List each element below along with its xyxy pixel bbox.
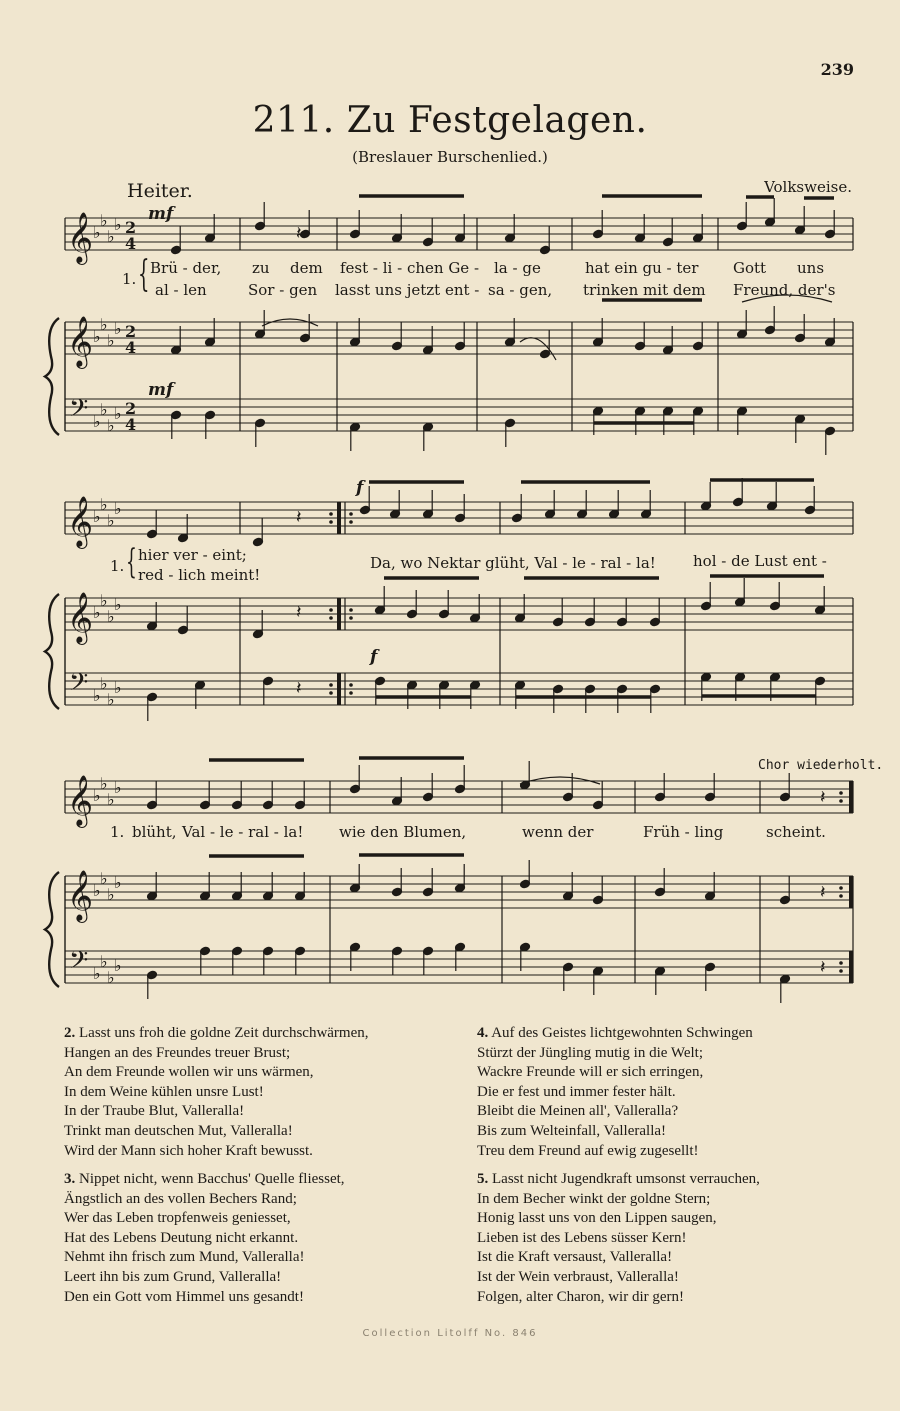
lyric-s2-chorus-2: hol - de Lust ent - [693,552,827,570]
flat-symbol: ♭ [114,595,122,614]
flat-symbol: ♭ [107,790,115,809]
verse-line: Lasst nicht Jugendkraft umsonst verrauchen, [492,1171,760,1187]
flat-symbol: ♭ [93,327,101,346]
verse-line: Bleibt die Meinen all', Valleralla? [477,1103,679,1120]
verse-line: Wackre Freunde will er sich erringen, [477,1064,704,1081]
repeat-dot [349,520,353,524]
repeat-dot [839,969,843,973]
lyric-s1-l2-6: Freund, der's [733,281,836,299]
flat-symbol: ♭ [107,885,115,904]
flat-symbol: ♭ [100,952,108,971]
flat-symbol: ♭ [114,873,122,892]
flat-symbol: ♭ [93,964,101,983]
verse-line: Stürzt der Jüngling mutig in die Welt; [477,1044,703,1061]
song-subtitle: (Breslauer Burschenlied.) [352,148,548,166]
verse-line: Den ein Gott vom Himmel uns gesandt! [64,1288,304,1305]
lyric-s1-l1-3: dem [290,259,323,277]
verse-number-label: 5. [477,1171,489,1187]
lyric-s3-4: wenn der [522,823,594,841]
repeat-dot [839,791,843,795]
quarter-rest-icon: 𝄽 [820,787,826,808]
dynamic-f-piano: f [370,647,378,667]
flat-symbol: ♭ [100,495,108,514]
flat-symbol: ♭ [93,507,101,526]
verse-4 [477,1024,753,1161]
lyric-s1-l1-8: uns [797,259,825,277]
verse-line: Hangen an des Freundes treuer Brust; [64,1044,291,1061]
verse-number-label: 3. [64,1171,76,1187]
verse-line: In dem Weine kühlen unsre Lust! [64,1083,264,1100]
repeat-dot [329,520,333,524]
dynamic-mf-voice: mf [148,204,174,224]
lyric-s1-l1-2: zu [252,259,270,277]
lyric-s1-l1-7: Gott [733,259,767,277]
flat-symbol: ♭ [114,956,122,975]
verse-line: Leert ihn bis zum Grund, Valleralla! [64,1268,282,1285]
flat-symbol: ♭ [100,774,108,793]
grand-staff-brace [45,594,59,709]
repeat-barline [337,502,341,534]
flat-symbol: ♭ [93,786,101,805]
lyric-s2-chorus: Da, wo Nektar glüht, Val - le - ral - la! [370,554,656,572]
bass-clef-icon: 𝄢 [69,394,89,429]
flat-symbol: ♭ [93,686,101,705]
lyric-s1-l2-4: sa - gen, [488,281,553,299]
flat-symbol: ♭ [100,315,108,334]
treble-clef-icon: 𝄞 [67,775,94,826]
flat-symbol: ♭ [100,591,108,610]
verse-line: Die er fest und immer fester hält. [477,1083,676,1100]
lyric-s3-3: wie den Blumen, [339,823,467,841]
grand-staff-brace [45,872,59,987]
lyric-s2-l1: hier ver - eint; [138,546,247,564]
lyric-s2-l2: red - lich meint! [138,566,261,584]
lyric-s1-l2-1: al - len [155,281,207,299]
flat-symbol: ♭ [107,331,115,350]
verse-number-label: 4. [477,1025,489,1041]
verse-line: In dem Becher winkt der goldne Stern; [477,1190,711,1207]
time-signature: 4 [125,338,137,357]
lyric-s3-1: blüht, [132,823,177,841]
repeat-dot [329,616,333,620]
flat-symbol: ♭ [114,319,122,338]
final-barline [849,781,853,813]
verse-number-2: 1. [110,557,125,575]
flat-symbol: ♭ [93,603,101,622]
repeat-barline [337,673,341,705]
verse-line: Ängstlich an des vollen Bechers Rand; [64,1190,297,1207]
verse-line: Auf des Geistes lichtgewohnten Schwingen [491,1025,753,1041]
verse-line: Wird der Mann sich hoher Kraft bewusst. [64,1142,313,1159]
lyric-s1-l1-5: la - ge [494,259,541,277]
verse-5 [477,1170,760,1307]
flat-symbol: ♭ [100,869,108,888]
treble-clef-icon: 𝄞 [67,496,94,547]
repeat-dot [329,691,333,695]
verse-line: Hat des Lebens Deutung nicht erkannt. [64,1229,299,1246]
verse-line: Trinkt man deutschen Mut, Valleralla! [64,1122,293,1139]
grand-staff-brace [45,318,59,435]
final-barline [849,876,853,908]
verse-number-3: 1. [110,823,125,841]
time-signature: 4 [125,415,137,434]
page-number: 239 [820,60,854,79]
treble-clef-icon: 𝄞 [67,316,94,367]
flat-symbol: ♭ [93,412,101,431]
verse-line: Nippet nicht, wenn Bacchus' Quelle fliesset, [79,1171,345,1187]
time-signature: 2 [125,218,137,237]
flat-symbol: ♭ [107,968,115,987]
flat-symbol: ♭ [100,211,108,230]
verse-2 [64,1024,369,1161]
flat-symbol: ♭ [114,404,122,423]
verse-line: Treu dem Freund auf ewig zugesellt! [477,1142,699,1159]
verse-line: Folgen, alter Charon, wir dir gern! [477,1288,685,1305]
flat-symbol: ♭ [114,215,122,234]
verse-line: Wer das Leben tropfenweis geniesset, [64,1210,291,1227]
dynamic-mf-piano: mf [148,380,174,400]
repeat-barline [337,598,341,630]
repeat-dot [839,961,843,965]
flat-symbol: ♭ [100,400,108,419]
verse-line: Ist der Wein verbraust, Valleralla! [477,1268,679,1285]
verse-line: Bis zum Welteinfall, Valleralla! [477,1122,667,1139]
lyric-s3-6: scheint. [766,823,826,841]
time-signature: 2 [125,399,137,418]
dynamic-f-voice: f [356,478,364,498]
tempo-marking: Heiter. [127,180,193,202]
flat-symbol: ♭ [93,881,101,900]
lyric-s1-l1-1: Brü - der, [150,259,222,277]
repeat-dot [349,512,353,516]
song-title: 211. Zu Festgelagen. [252,100,648,141]
lyric-s3-5: Früh - ling [643,823,724,841]
repeat-dot [839,886,843,890]
slur [520,338,556,360]
lyric-s1-l2-5: trinken mit dem [583,281,706,299]
composer-credit: Volksweise. [764,178,852,196]
verse-line: Honig lasst uns von den Lippen saugen, [477,1210,717,1227]
lyric-brace: { [138,254,150,295]
treble-clef-icon: 𝄞 [67,870,94,921]
lyric-s1-l1-4: fest - li - chen Ge - [340,259,480,277]
repeat-dot [839,799,843,803]
lyric-s1-l2-3: lasst uns jetzt ent - [335,281,480,299]
repeat-dot [329,683,333,687]
lyric-brace-2: { [126,542,137,582]
treble-clef-icon: 𝄞 [67,592,94,643]
flat-symbol: ♭ [107,511,115,530]
time-signature: 4 [125,234,137,253]
flat-symbol: ♭ [107,416,115,435]
verse-line: An dem Freunde wollen wir uns wärmen, [64,1064,314,1081]
bass-clef-icon: 𝄢 [69,946,89,981]
final-barline [849,951,853,983]
verse-line: Nehmt ihn frisch zum Mund, Valleralla! [64,1249,305,1266]
verse-line: Lasst uns froh die goldne Zeit durchschwärmen, [79,1025,369,1041]
flat-symbol: ♭ [107,690,115,709]
verse-line: Ist die Kraft versaust, Valleralla! [477,1249,673,1266]
treble-clef-icon: 𝄞 [67,212,94,263]
lyric-s3-2: Val - le - ral - la! [182,823,304,841]
flat-symbol: ♭ [114,499,122,518]
flat-symbol: ♭ [100,674,108,693]
lyric-s1-l1-6: hat ein gu - ter [585,259,699,277]
quarter-rest-icon: 𝄽 [296,223,302,244]
chorus-repeat-note: Chor wiederholt. [758,758,884,773]
flat-symbol: ♭ [114,678,122,697]
repeat-dot [349,683,353,687]
quarter-rest-icon: 𝄽 [296,507,302,528]
verse-number-label: 2. [64,1025,76,1041]
verse-3 [64,1170,345,1307]
repeat-dot [839,894,843,898]
bass-clef-icon: 𝄢 [69,668,89,703]
time-signature: 2 [125,322,137,341]
quarter-rest-icon: 𝄽 [820,957,826,978]
publisher-footer: Collection Litolff No. 846 [362,1328,538,1339]
quarter-rest-icon: 𝄽 [296,602,302,623]
quarter-rest-icon: 𝄽 [820,882,826,903]
flat-symbol: ♭ [107,227,115,246]
flat-symbol: ♭ [93,223,101,242]
flat-symbol: ♭ [107,607,115,626]
verse-line: In der Traube Blut, Valleralla! [64,1103,245,1120]
lyric-s1-l2-2: Sor - gen [248,281,318,299]
verse-number: 1. [122,270,137,288]
quarter-rest-icon: 𝄽 [296,678,302,699]
flat-symbol: ♭ [114,778,122,797]
repeat-dot [329,512,333,516]
verse-line: Lieben ist des Lebens süsser Kern! [477,1229,687,1246]
repeat-dot [349,691,353,695]
repeat-dot [329,608,333,612]
repeat-dot [349,616,353,620]
repeat-dot [349,608,353,612]
